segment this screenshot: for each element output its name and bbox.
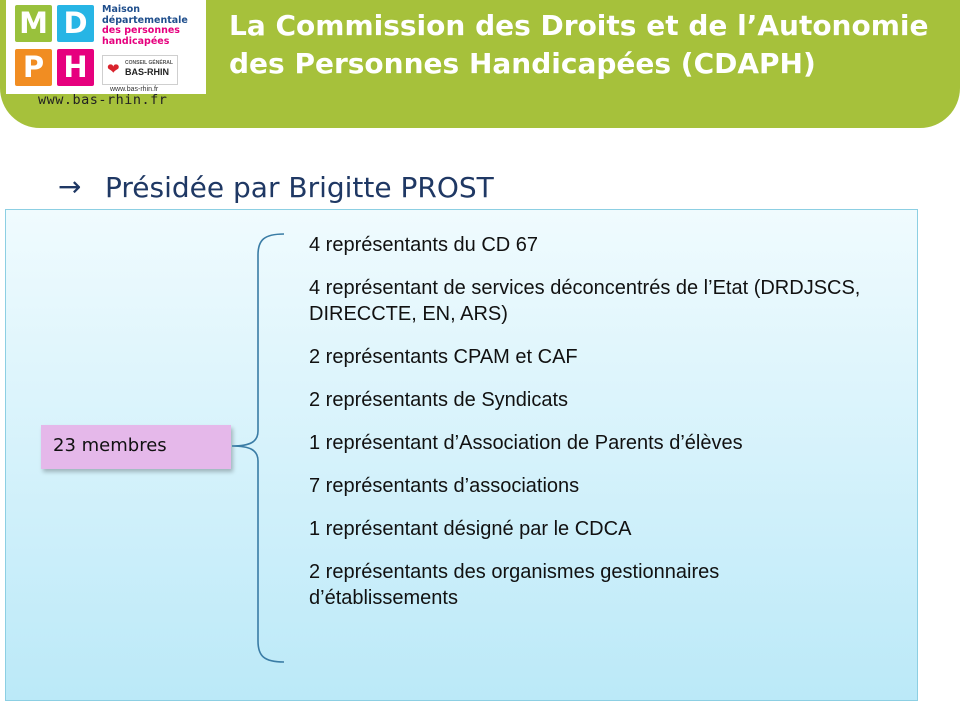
logo-name-line: des personnes — [102, 25, 180, 36]
mdph-logo — [6, 0, 206, 94]
logo-letter-p: P — [15, 49, 52, 86]
logo-url: www.bas-rhin.fr — [38, 92, 168, 108]
subtitle: Présidée par Brigitte PROST — [105, 171, 494, 204]
logo-letter-d: D — [57, 5, 94, 42]
list-item: 1 représentant désigné par le CDCA — [309, 518, 632, 540]
list-item: 2 représentants CPAM et CAF — [309, 346, 578, 368]
page-title: La Commission des Droits et de l’Autonomie des Personnes Handicapées (CDAPH) — [229, 9, 929, 80]
logo-name-line: handicapées — [102, 35, 170, 47]
conseil-general-badge — [102, 55, 178, 85]
list-item: 4 représentant de services déconcentrés de l’Etat (DRDJSCS, DIRECCTE, EN, ARS) — [309, 277, 861, 325]
members-box — [41, 425, 231, 469]
arrow-right-icon: → — [58, 170, 82, 203]
members-label: 23 membres — [53, 435, 167, 456]
list-item: 4 représentants du CD 67 — [309, 234, 539, 256]
list-item: 7 représentants d’associations — [309, 475, 580, 497]
list-item: 1 représentant d’Association de Parents d’élèves — [309, 432, 743, 454]
representatives-list — [309, 232, 869, 628]
list-item: 2 représentants de Syndicats — [309, 389, 569, 411]
logo-small-url: www.bas-rhin.fr — [110, 86, 159, 93]
logo-name — [102, 5, 188, 47]
left-brace-icon — [230, 231, 290, 665]
logo-name-line: départementale — [102, 14, 188, 26]
list-item: 2 représentants des organismes gestionnaires d’établissements — [309, 561, 720, 609]
logo-letter-h: H — [57, 49, 94, 86]
logo-name-line: Maison — [102, 4, 141, 15]
badge-big-text: BAS-RHIN — [125, 67, 169, 77]
badge-small-text: CONSEIL GÉNÉRAL — [125, 60, 173, 66]
bas-rhin-emblem-icon: ❤ — [107, 61, 120, 78]
logo-letter-m: M — [15, 5, 52, 42]
